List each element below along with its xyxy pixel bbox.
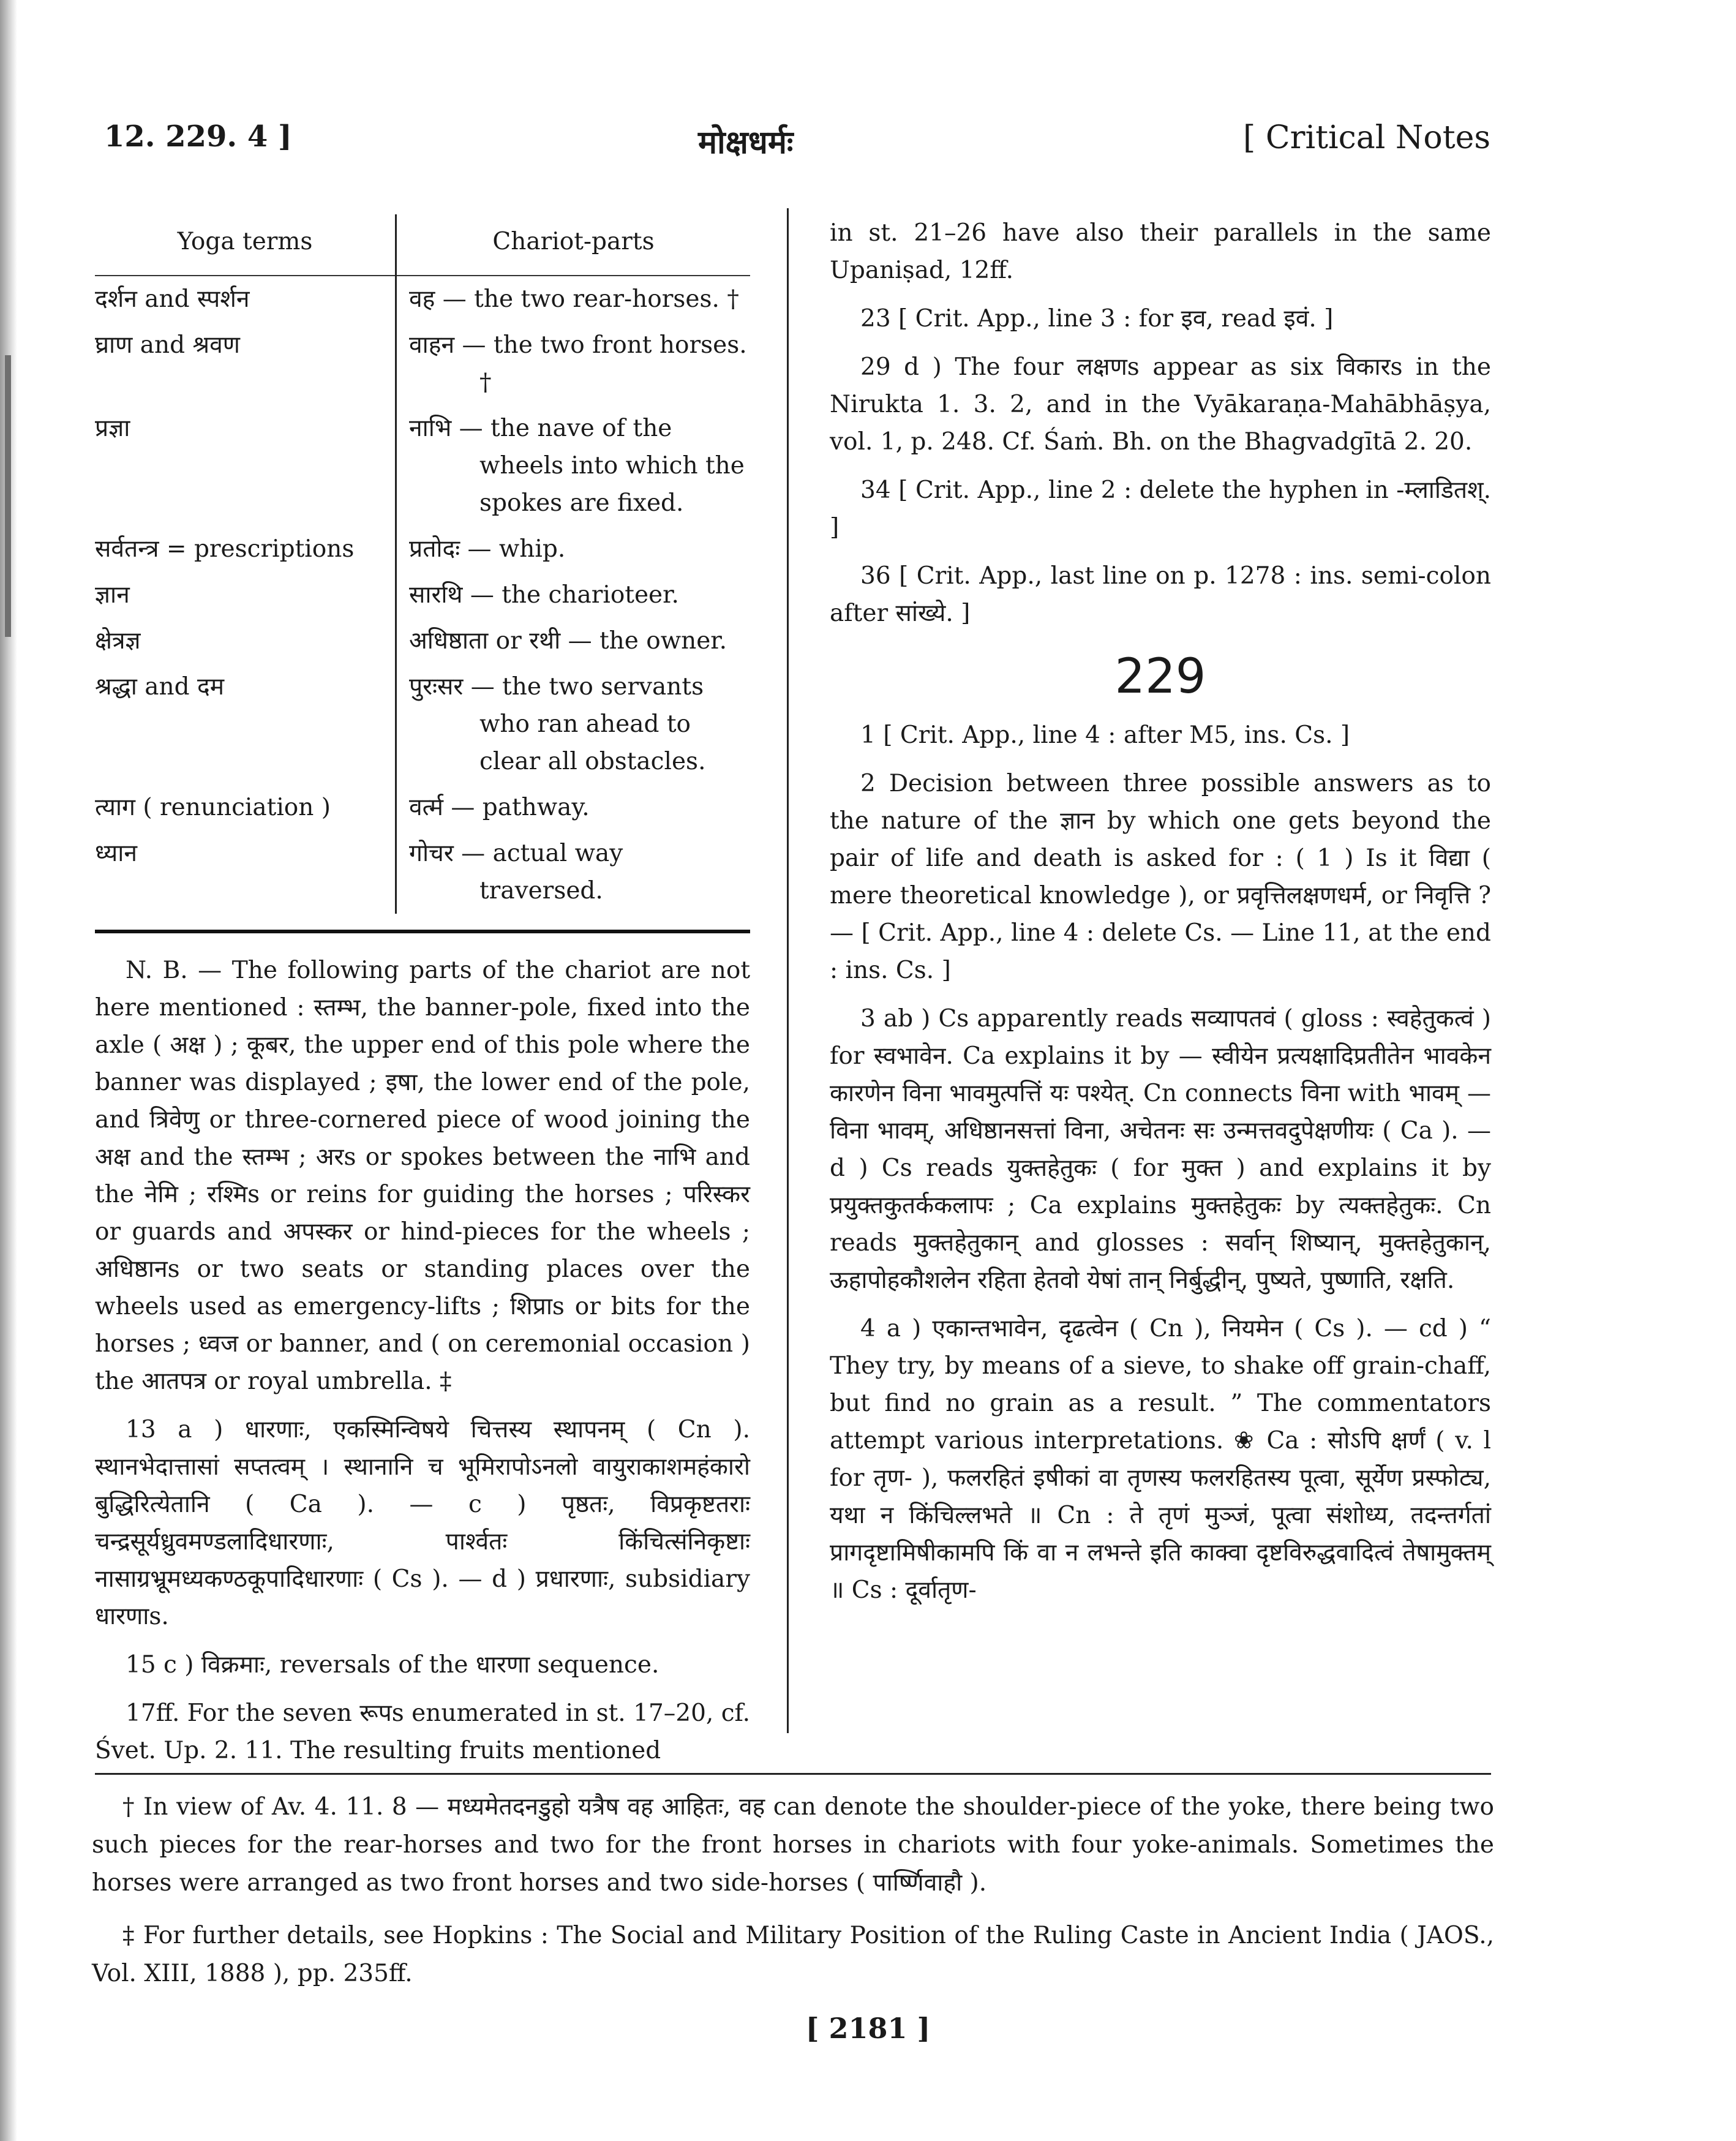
table-cell-chariot xyxy=(396,405,751,526)
chariot-text: अधिष्ठाता or रथी — the owner. xyxy=(409,627,727,655)
table-row xyxy=(95,618,750,664)
table-cell-chariot xyxy=(396,785,751,830)
note-continuation: in st. 21–26 have also their parallels in the same Upaniṣad, 12ff. xyxy=(830,219,1491,284)
table-cell-chariot xyxy=(396,526,751,572)
page-binding-shadow xyxy=(5,355,11,637)
table-cell-chariot xyxy=(396,276,751,322)
nb-paragraph: N. B. — The following parts of the chariot are not here mentioned : स्तम्भ, the banner-pole, fixed into the axle ( अक्ष ) ; कूबर, the upper end of this pole where the banner was displayed ; इषा, the lower end of the pole, and त्रिवेणु or three-cornered piece of wood joining the अक्ष and the स्तम्भ ; अरs or spokes between the नाभि and the नेमि ; रश्मिs or reins for guiding the horses ; परिस्कर or guards and अपस्कर or hind-pieces for the wheels ; अधिष्ठानs or two seats or standing places over the wheels used as emergency-lifts ; शिप्राs or bits for the horses ; ध्वज or banner, and ( on ceremonial occasion ) the आतपत्र or royal umbrella. ‡ xyxy=(95,957,750,1395)
chariot-text: सारथि — the charioteer. xyxy=(409,581,679,609)
chariot-text: वह — the two rear-horses. † xyxy=(409,285,739,313)
note-229-3: 3 ab ) Cs apparently reads सव्यापतवं ( gloss : स्वहेतुकत्वं ) for स्वभावेन. Ca explains it by — स्वीयेन प्रत्यक्षादिप्रतीतेन भावकेन कारणेन विना भावमुत्पत्तिं यः पश्येत्. Cn connects विना with भावम् — विना भावम्, अधिष्ठानसत्तां विना, अचेतनः सः उन्मत्तवदुपेक्षणीयः ( Ca ). — d ) Cs reads युक्तहेतुकः ( for मुक्त ) and explains it by प्रयुक्तकुतर्ककलापः ; Ca explains मुक्तहेतुकः by त्यक्तहेतुकः. Cn reads मुक्तहेतुकान् and glosses : सर्वान् शिष्यान्, मुक्तहेतुकान्, ऊहापोहकौशलेन रहिता हेतवो येषां तान् निर्बुद्धीन्, पुष्यते, पुष्णाति, रक्षति. xyxy=(830,1005,1491,1294)
footnotes xyxy=(92,1788,1494,2007)
table-cell-yoga: ध्यान xyxy=(95,840,138,867)
note-229-1: 1 [ Crit. App., line 4 : after M5, ins. Cs. ] xyxy=(860,721,1350,749)
running-head-section: [ Critical Notes xyxy=(1243,119,1491,156)
note-229-4: 4 a ) एकान्तभावेन, दृढत्वेन ( Cn ), नियमेन ( Cs ). — cd ) “ They try, by means of a sieve, to shake off grain-chaff, but find no grain as a result. ” The commentators attempt various interpretations. ❀ Ca : सोऽपि क्षर्णं ( v. l for तृण- ), फलरहितं इषीकां वा तृणस्य फलरहितस्य पूत्वा, सूर्येण प्रस्फोट्य, यथा न किंचिल्लभते ॥ Cn : ते तृणं मुञ्जं, पूत्वा संशोध्य, तदन्तर्गतां प्रागदृष्टामिषीकामपि किं वा न लभन्ते इति काक्वा दृष्टविरुद्धवादित्वं तेषामुक्तम् ॥ Cs : दूर्वातृण- xyxy=(830,1315,1491,1604)
table-cell-chariot xyxy=(396,322,751,405)
note-13: 13 a ) धारणाः, एकस्मिन्विषये चित्तस्य स्थापनम् ( Cn ). स्थानभेदात्तासां सप्तत्वम् । स्थानानि च भूमिरापोऽनलो वायुराकाशमहंकारो बुद्धिरित्येतानि ( Ca ). — c ) पृष्ठतः, विप्रकृष्टतराः चन्द्रसूर्यध्रुवमण्डलादिधारणाः, पार्श्वतः किंचित्संनिकृष्टाः नासाग्रभ्रूमध्यकण्ठकूपादिधारणाः ( Cs ). — d ) प्रधारणाः, subsidiary धारणाs. xyxy=(95,1416,750,1630)
table-row xyxy=(95,526,750,572)
table-row xyxy=(95,830,750,914)
table-header-chariot-parts: Chariot-parts xyxy=(396,214,751,276)
note-34: 34 [ Crit. App., line 2 : delete the hyphen in -म्लाडितश्. ] xyxy=(830,476,1491,541)
table-cell-yoga: घ्राण and श्रवण xyxy=(95,331,240,359)
note-36: 36 [ Crit. App., last line on p. 1278 : ins. semi-colon after सांख्ये. ] xyxy=(830,562,1491,627)
chariot-text: नाभि — the nave of the wheels into which the spokes are fixed. xyxy=(409,415,745,517)
table-cell-yoga: ज्ञान xyxy=(95,581,130,609)
note-229-2: 2 Decision between three possible answers as to the nature of the ज्ञान by which one gets beyond the pair of life and death is asked for : ( 1 ) Is it विद्या ( mere theoretical knowledge ), or प्रवृत्तिलक्षणधर्म, or निवृत्ति ? — [ Crit. App., line 4 : delete Cs. — Line 11, at the end : ins. Cs. ] xyxy=(830,770,1491,984)
footnote-rule xyxy=(95,1773,1491,1775)
table-bottom-rule xyxy=(95,930,750,933)
table-row xyxy=(95,785,750,830)
note-29: 29 d ) The four लक्षणs appear as six विकारs in the Nirukta 1. 3. 2, and in the Vyākaraṇa-Mahābhāṣya, vol. 1, p. 248. Cf. Śaṁ. Bh. on the Bhagvadgītā 2. 20. xyxy=(830,353,1491,456)
section-number: 229 xyxy=(1114,649,1206,704)
note-23: 23 [ Crit. App., line 3 : for इव, read इवं. ] xyxy=(860,305,1334,333)
yoga-chariot-table xyxy=(95,214,750,914)
table-header-yoga-terms: Yoga terms xyxy=(95,214,396,276)
page-number: [ 2181 ] xyxy=(805,2012,931,2045)
table-cell-yoga: प्रज्ञा xyxy=(95,415,130,442)
chariot-text: वर्त्म — pathway. xyxy=(409,794,590,821)
left-column xyxy=(95,214,750,1780)
table-row xyxy=(95,664,750,785)
running-head-reference: 12. 229. 4 ] xyxy=(104,119,292,154)
table-cell-chariot xyxy=(396,830,751,914)
column-divider xyxy=(787,208,789,1733)
table-cell-yoga: श्रद्धा and दम xyxy=(95,673,225,701)
table-cell-yoga: दर्शन and स्पर्शन xyxy=(95,285,250,313)
chariot-text: प्रतोदः — whip. xyxy=(409,535,566,563)
table-row xyxy=(95,322,750,405)
chariot-text: गोचर — actual way traversed. xyxy=(409,840,623,905)
chariot-text: पुरःसर — the two servants who ran ahead to clear all obstacles. xyxy=(409,673,706,775)
table-cell-chariot xyxy=(396,618,751,664)
table-cell-chariot xyxy=(396,664,751,785)
footnote-dagger: † In view of Av. 4. 11. 8 — मध्यमेतदनडुहो यत्रैष वह आहितः, वह can denote the shoulder-piece of the yoke, there being two such pieces for the rear-horses and two for the front horses in chariots with four yoke-animals. Sometimes the horses were arranged as two front horses and two side-horses ( पार्ष्णिवाहौ ). xyxy=(92,1793,1494,1897)
running-head-title: मोक्षधर्मः xyxy=(698,124,794,161)
page-binding-edge xyxy=(0,0,17,2141)
table-cell-yoga: क्षेत्रज्ञ xyxy=(95,627,141,655)
chariot-text: वाहन — the two front horses. † xyxy=(409,331,747,396)
table-cell-yoga: त्याग ( renunciation ) xyxy=(95,794,331,821)
table-header-row xyxy=(95,214,750,276)
table-cell-chariot xyxy=(396,572,751,618)
table-row xyxy=(95,405,750,526)
note-15: 15 c ) विक्रमाः, reversals of the धारणा sequence. xyxy=(126,1651,659,1679)
table-row xyxy=(95,572,750,618)
table-row xyxy=(95,276,750,322)
table-cell-yoga: सर्वतन्त्र = prescriptions xyxy=(95,535,355,563)
right-column xyxy=(830,214,1491,1620)
footnote-double-dagger: ‡ For further details, see Hopkins : The Social and Military Position of the Ruling Caste in Ancient India ( JAOS., Vol. XIII, 1888 ), pp. 235ff. xyxy=(92,1922,1494,1987)
note-17ff: 17ff. For the seven रूपs enumerated in st. 17–20, cf. Śvet. Up. 2. 11. The resulting fruits mentioned xyxy=(95,1699,750,1764)
